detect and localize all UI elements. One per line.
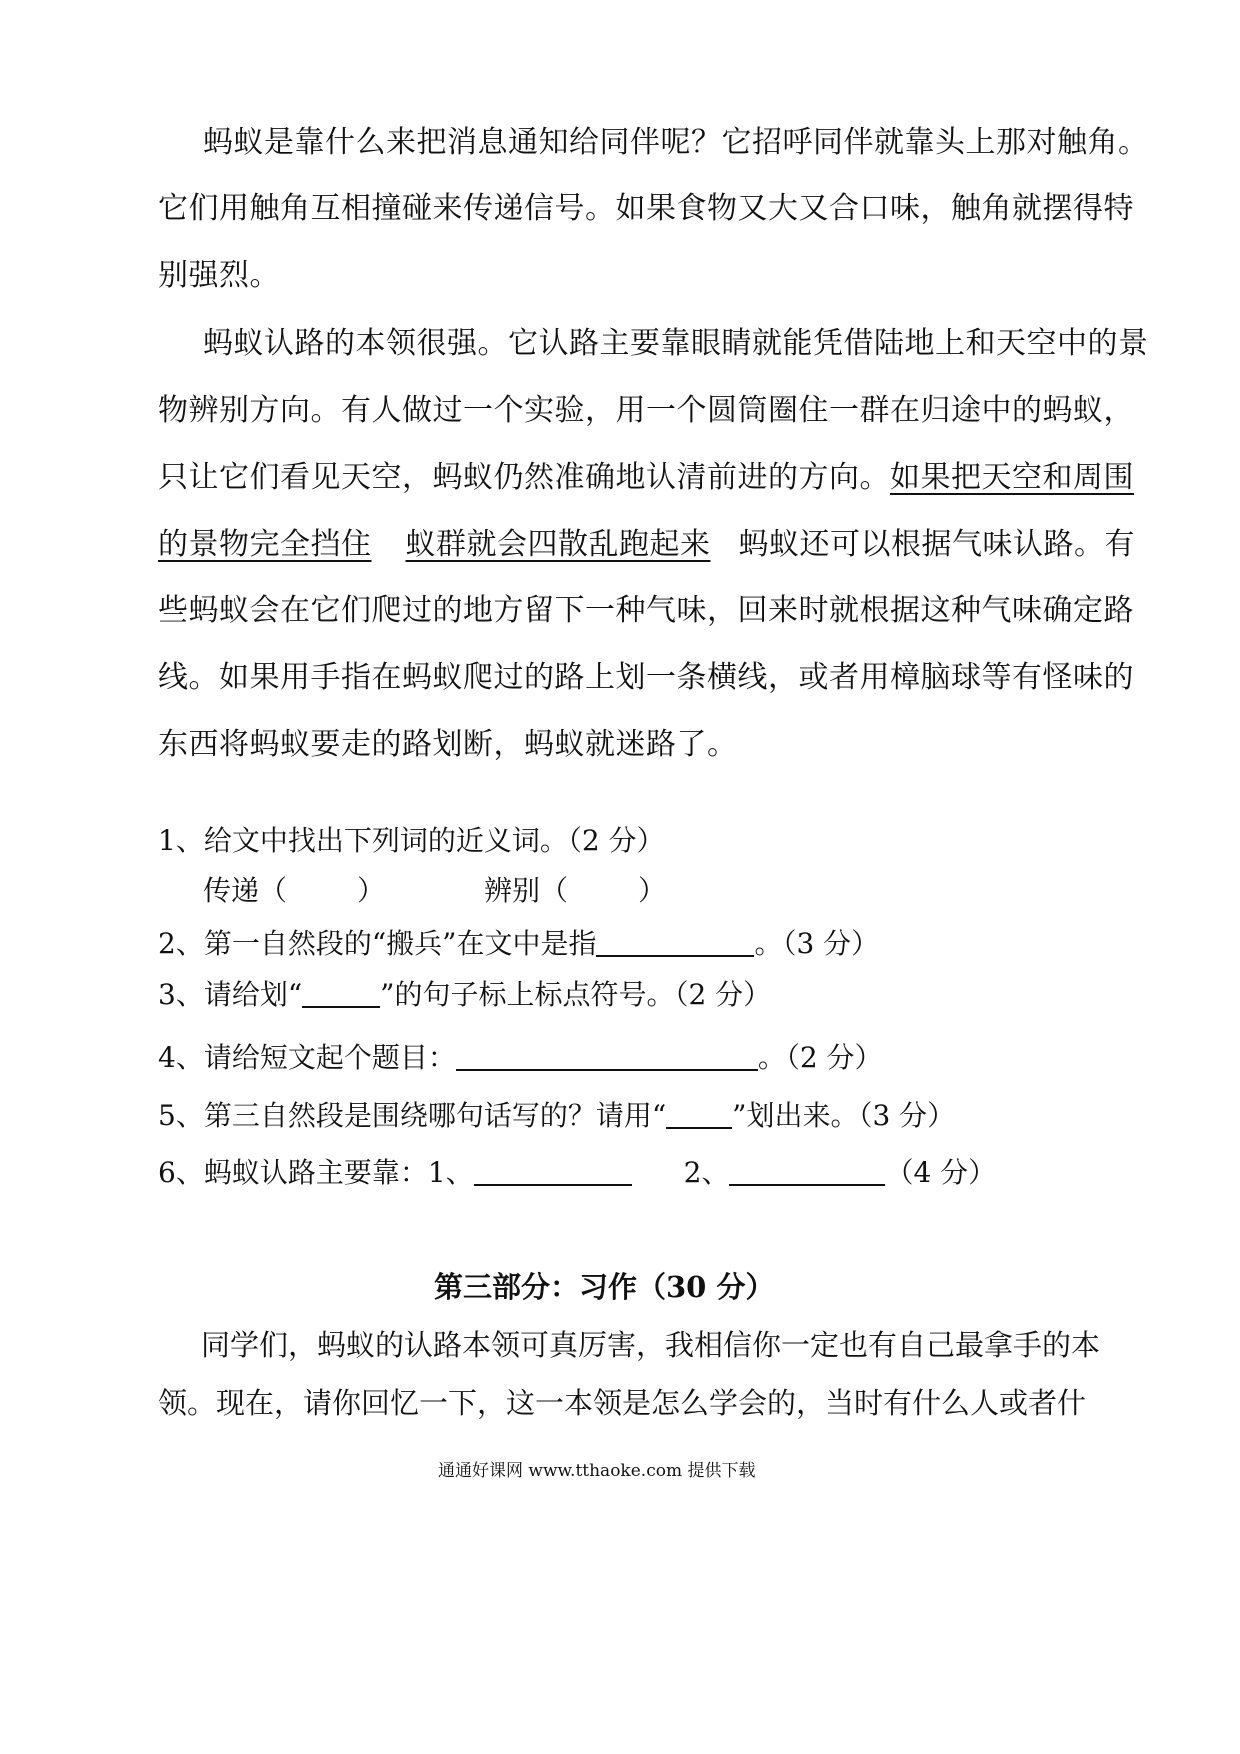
passage-p2-line4 xyxy=(158,519,1135,563)
question-6 xyxy=(158,1151,996,1191)
passage-p2-line5: 些蚂蚁会在它们爬过的地方留下一种气味，回来时就根据这种气味确定路 xyxy=(158,593,1134,628)
question-4 xyxy=(158,1036,883,1076)
passage-p2-line3 xyxy=(158,452,1134,496)
question-4-score: 。（2 分） xyxy=(757,1041,883,1074)
passage-p2-line1: 蚂蚁认路的本领很强。它认路主要靠眼睛就能凭借陆地上和天空中的景 xyxy=(203,326,1149,361)
footer-download-note: 通通好课网 www.tthaoke.com 提供下载 xyxy=(438,1461,756,1481)
underlined-text-a: 的景物完全挡住 xyxy=(158,527,372,562)
question-3-text: 3、请给划“ xyxy=(158,978,303,1011)
passage-p2-line7: 东西将蚂蚁要走的路划断，蚂蚁就迷路了。 xyxy=(158,727,738,762)
section-3-line2: 领。现在，请你回忆一下，这一本领是怎么学会的，当时有什么人或者什 xyxy=(158,1386,1087,1420)
answer-blank-q2[interactable] xyxy=(596,927,754,957)
answer-blank-q4[interactable] xyxy=(456,1041,758,1071)
underlined-sentence-part2 xyxy=(158,527,739,562)
question-5-score: ”划出来。（3 分） xyxy=(732,1099,956,1132)
underlined-sentence-part1: 如果把天空和周围 xyxy=(890,460,1134,495)
word-bianbie: 辨别（ xyxy=(484,874,569,907)
question-6-score: （4 分） xyxy=(885,1156,997,1189)
question-5-text: 5、第三自然段是围绕哪句话写的？请用“ xyxy=(158,1099,667,1132)
passage-p2-line2: 物辨别方向。有人做过一个实验，用一个圆筒圈住一群在归途中的蚂蚁， xyxy=(158,393,1134,428)
underline-sample-q3 xyxy=(302,978,380,1008)
section-3-line1: 同学们，蚂蚁的认路本领可真厉害，我相信你一定也有自己最拿手的本 xyxy=(201,1328,1101,1362)
passage-p1-line2: 它们用触角互相撞碰来传递信号。如果食物又大又合口味，触角就摆得特 xyxy=(158,191,1134,226)
question-2-text: 2、第一自然段的“搬兵”在文中是指 xyxy=(158,927,597,960)
question-3 xyxy=(158,973,771,1013)
word-chuandi: 传递（ xyxy=(203,874,288,907)
answer-blank-q6-1[interactable] xyxy=(474,1156,632,1186)
passage-p2-line3-plain: 只让它们看见天空，蚂蚁仍然准确地认清前进的方向。 xyxy=(158,460,890,495)
question-2 xyxy=(158,922,879,962)
paren-close-2: ） xyxy=(638,874,667,907)
underline-sample-q5 xyxy=(666,1099,732,1129)
passage-p1-line1: 蚂蚁是靠什么来把消息通知给同伴呢？它招呼同伴就靠头上那对触角。 xyxy=(203,125,1149,160)
question-4-text: 4、请给短文起个题目： xyxy=(158,1041,456,1074)
passage-p1-line3: 别强烈。 xyxy=(158,258,280,293)
question-1-word-1 xyxy=(203,869,385,909)
question-3-score: ”的句子标上标点符号。（2 分） xyxy=(380,978,772,1011)
question-1-word-2 xyxy=(484,869,666,909)
answer-blank-q6-2[interactable] xyxy=(729,1156,885,1186)
question-6-item-2: 2、 xyxy=(683,1156,730,1189)
question-6-text: 6、蚂蚁认路主要靠：1、 xyxy=(158,1156,474,1189)
question-2-score: 。（3 分） xyxy=(754,927,880,960)
passage-p2-line6: 线。如果用手指在蚂蚁爬过的路上划一条横线，或者用樟脑球等有怪味的 xyxy=(158,660,1134,695)
question-5 xyxy=(158,1094,955,1134)
question-1: 1、给文中找出下列词的近义词。（2 分） xyxy=(158,824,665,857)
paren-close-1: ） xyxy=(357,874,386,907)
underlined-text-b: 蚁群就会四散乱跑起来 xyxy=(405,527,711,562)
section-3-heading: 第三部分：习作（30 分） xyxy=(434,1270,775,1304)
passage-p2-line4-plain: 蚂蚁还可以根据气味认路。有 xyxy=(738,527,1135,562)
